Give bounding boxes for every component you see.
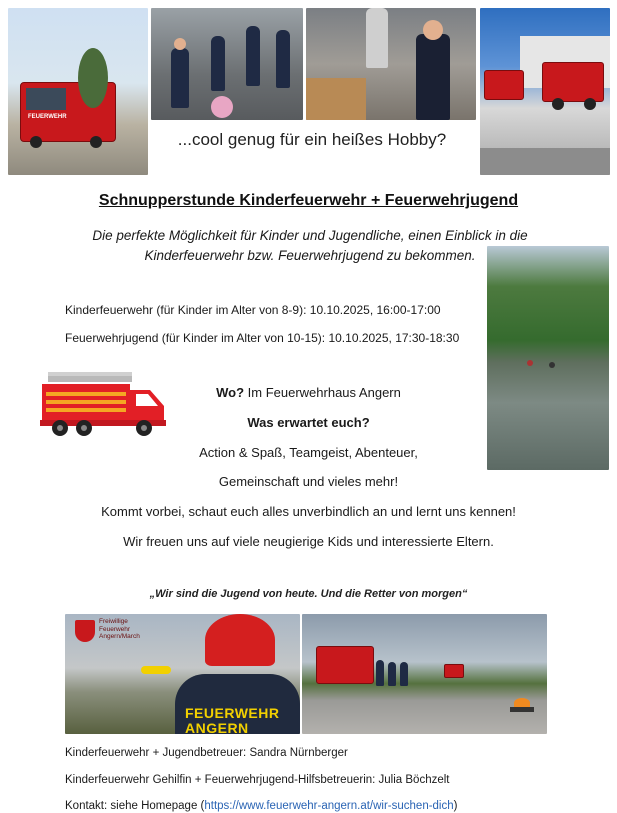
logo-line: Feuerwehr	[99, 625, 131, 633]
person	[416, 34, 450, 120]
swimmer	[527, 360, 533, 366]
person	[276, 30, 290, 88]
schedule-feuerwehrjugend: Feuerwehrjugend (für Kinder im Alter von 10-15): 10.10.2025, 17:30-18:30	[65, 331, 460, 345]
photo-firefighter-event	[306, 8, 476, 120]
footer-assistant: Kinderfeuerwehr Gehilfin + Feuerwehrjugend-Hilfsbetreuerin: Julia Böchzelt	[65, 774, 450, 786]
wheel	[30, 136, 42, 148]
logo-line: Freiwillige	[99, 618, 128, 625]
where-label: Wo?	[216, 385, 245, 400]
photo-fire-truck	[8, 8, 148, 175]
photo-fire-station	[480, 8, 610, 175]
truck-label: FEUERWEHR	[28, 114, 67, 120]
head	[423, 20, 443, 40]
helmet	[205, 614, 275, 666]
photo-fire-exercise	[302, 614, 547, 734]
photo-firefighter-back	[65, 614, 300, 734]
footer-contact	[65, 800, 457, 812]
fire-truck-shape	[316, 646, 374, 684]
person	[246, 26, 260, 86]
homepage-link[interactable]: https://www.feuerwehr-angern.at/wir-suchen-dich	[204, 800, 454, 812]
fire-department-logo	[75, 620, 95, 642]
tree	[78, 48, 108, 108]
yellow-aircraft	[141, 666, 171, 674]
fire-pit	[510, 707, 534, 712]
wheel	[90, 136, 102, 148]
gravel	[480, 148, 610, 175]
expect-line-1: Action & Spaß, Teamgeist, Abenteuer,	[199, 445, 418, 460]
swimmer	[549, 362, 555, 368]
fire-truck-shape	[542, 62, 604, 102]
schedule-kinderfeuerwehr: Kinderfeuerwehr (für Kinder im Alter von 8-9): 10.10.2025, 16:00-17:00	[65, 303, 441, 317]
tagline: ...cool genug für ein heißes Hobby?	[177, 130, 447, 149]
person	[366, 8, 388, 68]
person	[211, 36, 225, 91]
fire-truck-shape	[484, 70, 524, 100]
jacket-line: ANGERN	[185, 720, 249, 734]
fire-truck-shape	[444, 664, 464, 678]
intro-text: Die perfekte Möglichkeit für Kinder und Jugendliche, einen Einblick in die Kinderfeuerwehr bzw. Feuerwehrjugend zu bekommen.	[92, 228, 528, 263]
person	[388, 662, 396, 686]
expect-heading: Was erwartet euch?	[247, 415, 370, 430]
page-title: Schnupperstunde Kinderfeuerwehr + Feuerwehrjugend	[98, 192, 519, 209]
quote: „Wir sind die Jugend von heute. Und die Retter von morgen“	[149, 588, 468, 600]
expect-line-2: Gemeinschaft und vieles mehr!	[218, 474, 399, 489]
child	[211, 96, 233, 118]
wheel	[552, 98, 564, 110]
where-value: Im Feuerwehrhaus Angern	[244, 385, 401, 400]
person	[171, 48, 189, 108]
jacket-line: FEUERWEHR	[185, 705, 280, 721]
person	[400, 662, 408, 686]
truck-window	[26, 88, 66, 110]
logo-line: Angern/March	[99, 633, 140, 640]
contact-prefix: Kontakt: siehe Homepage (	[65, 800, 205, 812]
logo-text	[99, 618, 140, 641]
jacket-text	[185, 706, 279, 734]
contact-suffix: )	[453, 800, 458, 812]
wheel	[584, 98, 596, 110]
person	[376, 660, 384, 686]
where-line	[0, 385, 617, 400]
footer-supervisor: Kinderfeuerwehr + Jugendbetreuer: Sandra Nürnberger	[65, 747, 348, 759]
come-by-text: Kommt vorbei, schaut euch alles unverbindlich an und lernt uns kennen!	[101, 504, 516, 519]
head	[174, 38, 186, 50]
crate	[306, 78, 366, 120]
photo-lake	[487, 246, 609, 470]
looking-forward-text: Wir freuen uns auf viele neugierige Kids und interessierte Eltern.	[123, 534, 494, 549]
photo-kids-training	[151, 8, 303, 120]
